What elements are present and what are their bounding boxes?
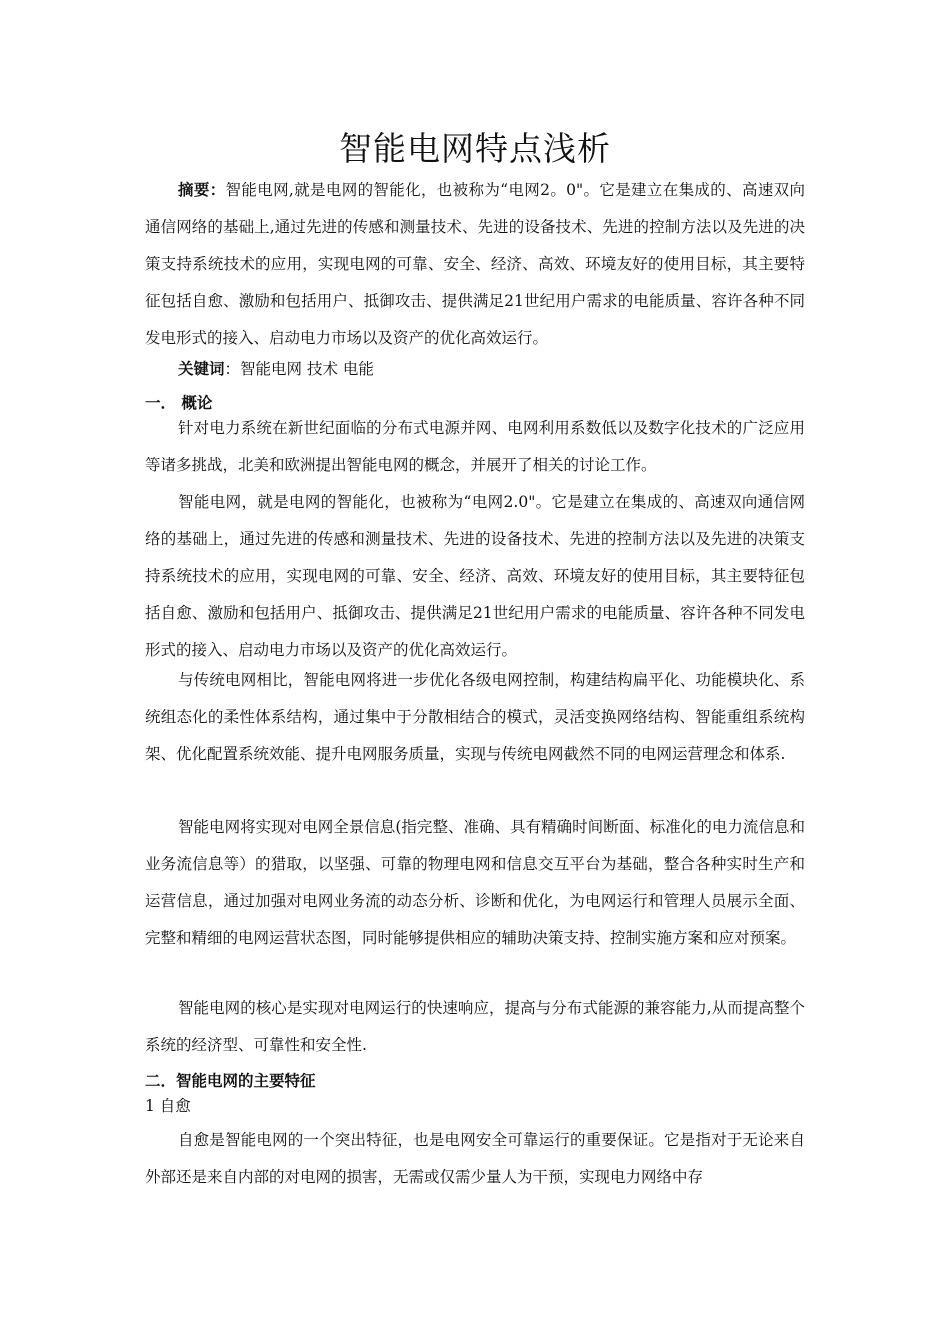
keywords-line [145,351,805,388]
paragraph-2-1: 自愈是智能电网的一个突出特征，也是电网安全可靠运行的重要保证。它是指对于无论来自外部还是来自内部的对电网的损害，无需或仅需少量人为干预，实现电力网络中存 [145,1131,805,1186]
subsection-heading: 1 自愈 [145,1097,191,1115]
paragraph-1-2: 智能电网，就是电网的智能化，也被称为“电网2.0"。它是建立在集成的、高速双向通信网络的基础上，通过先进的传感和测量技术、先进的设备技术、先进的控制方法以及先进的决策支持系统技术的应用，实现电网的可靠、安全、经济、高效、环境友好的使用目标，其主要特征包括自愈、激励和包括用户、抵御攻击、提供满足21世纪用户需求的电能质量、容许各种不同发电形式的接入、启动电力市场以及资产的优化高效运行。 [145,493,805,659]
keywords-label: 关键词 [178,360,225,378]
paragraph-1-4: 智能电网将实现对电网全景信息(指完整、准确、具有精确时间断面、标准化的电力流信息和业务流信息等）的猎取，以坚强、可靠的物理电网和信息交互平台为基础，整合各种实时生产和运营信息，通过加强对电网业务流的动态分析、诊断和优化，为电网运行和管理人员展示全面、完整和精细的电网运营状态图，同时能够提供相应的辅助决策支持、控制实施方案和应对预案。 [145,818,805,947]
section-heading-1: 一． 概论 [145,394,213,412]
document-title: 智能电网特点浅析 [339,129,611,168]
abstract-label: 摘要： [178,181,226,199]
paragraph-1-3: 与传统电网相比，智能电网将进一步优化各级电网控制，构建结构扁平化、功能模块化、系统组态化的柔性体系结构，通过集中于分散相结合的模式，灵活变换网络结构、智能重组系统构架、优化配置系统效能、提升电网服务质量，实现与传统电网截然不同的电网运营理念和体系. [145,671,805,763]
abstract-text: 智能电网,就是电网的智能化，也被称为“电网2。0"。它是建立在集成的、高速双向通信网络的基础上,通过先进的传感和测量技术、先进的设备技术、先进的控制方法以及先进的决策支持系统技术的应用，实现电网的可靠、安全、经济、高效、环境友好的使用目标，其主要特征包括自愈、激励和包括用户、抵御攻击、提供满足21世纪用户需求的电能质量、容许各种不同发电形式的接入、启动电力市场以及资产的优化高效运行。 [145,181,805,347]
section-heading-2: 二．智能电网的主要特征 [145,1072,316,1090]
paragraph-1-1: 针对电力系统在新世纪面临的分布式电源并网、电网利用系数低以及数字化技术的广泛应用等诸多挑战，北美和欧洲提出智能电网的概念，并展开了相关的讨论工作。 [145,419,805,474]
abstract-paragraph [145,172,805,357]
keywords-text: ：智能电网 技术 电能 [224,360,374,378]
paragraph-1-5: 智能电网的核心是实现对电网运行的快速响应，提高与分布式能源的兼容能力,从而提高整个系统的经济型、可靠性和安全性. [145,999,805,1054]
